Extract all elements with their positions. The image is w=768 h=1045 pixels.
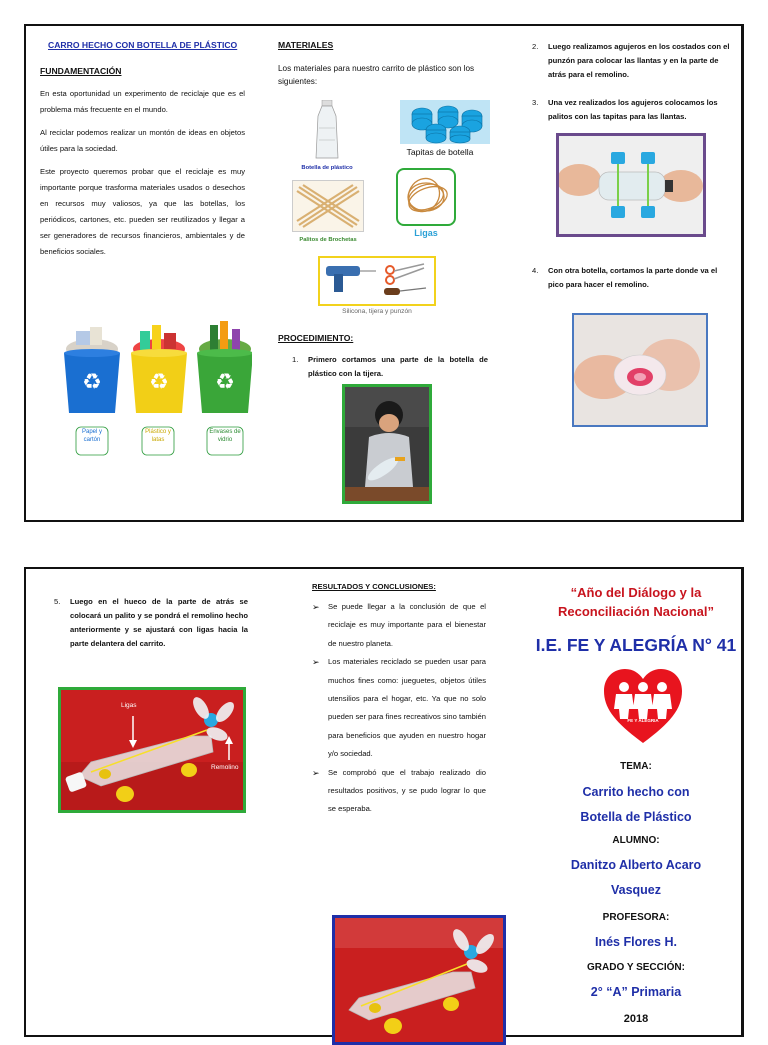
heart-children-logo-icon bbox=[602, 667, 684, 745]
result-text: Los materiales reciclado se pueden usar para muchos fines como: jueguetes, objetos útiles utensilios para el hogar, etc. Ya que no solo pueden ser para fines recreativos sino también para beneficios que ayuden en nuestro hogar y/o sociedad. bbox=[328, 657, 486, 759]
bin-label-paper: Papel y cartón bbox=[81, 429, 102, 443]
arrow-bullet-icon: ➢ bbox=[312, 602, 320, 612]
fe-y-alegria-logo bbox=[602, 667, 684, 745]
step-number: 1. bbox=[292, 355, 299, 364]
fundamentacion-column bbox=[38, 26, 248, 520]
tools-frame bbox=[318, 256, 436, 306]
brochure-title: CARRO HECHO CON BOTELLA DE PLÁSTICO bbox=[48, 40, 238, 50]
material-caps-label: Tapitas de botella bbox=[406, 147, 474, 157]
procedure-steps-list-d bbox=[532, 264, 730, 292]
fundamentacion-paragraph-2: Al reciclar podemos realizar un montón de ideas en objetos útiles para la sociedad. bbox=[40, 128, 245, 153]
labeled-bottle-car-photo bbox=[61, 690, 243, 810]
year-title: “Año del Diálogo y la Reconciliación Nacional” bbox=[557, 585, 715, 619]
procedure-step-2 bbox=[532, 40, 730, 82]
material-caps bbox=[390, 100, 490, 160]
result-item-1 bbox=[312, 598, 486, 653]
label-remolino: Remolino bbox=[211, 764, 239, 771]
result-item-3 bbox=[312, 764, 486, 819]
skewer-sticks-icon bbox=[292, 180, 364, 232]
profesora-label: PROFESORA: bbox=[602, 912, 670, 923]
step-number: 3. bbox=[532, 98, 539, 107]
recycling-bins-illustration bbox=[52, 321, 252, 461]
procedure-step-4 bbox=[532, 264, 730, 292]
step-number: 5. bbox=[54, 597, 61, 606]
materiales-column bbox=[278, 26, 490, 520]
material-ligas bbox=[396, 168, 460, 244]
bottle-car-photo bbox=[335, 918, 503, 1042]
material-sticks bbox=[288, 180, 368, 243]
glue-gun-scissors-awl-icon bbox=[320, 258, 434, 304]
photo-cutting-bottle bbox=[342, 384, 432, 504]
tema-label: TEMA: bbox=[620, 761, 652, 772]
result-text: Se comprobó que el trabajo realizado dio resultados positivos, y se pudo lograr lo que se esperaba. bbox=[328, 767, 486, 814]
material-bottle bbox=[292, 100, 362, 172]
procedure-step-1 bbox=[292, 353, 488, 381]
step-text: Con otra botella, cortamos la parte donde va el pico para hacer el remolino. bbox=[548, 266, 718, 289]
profesora-value: Inés Flores H. bbox=[595, 935, 677, 949]
results-heading: RESULTADOS Y CONCLUSIONES: bbox=[312, 582, 436, 591]
child-cutting-photo bbox=[345, 387, 429, 501]
procedure-step-5 bbox=[54, 595, 248, 651]
brochure-page-1 bbox=[24, 24, 744, 522]
fundamentacion-paragraph-3: Este proyecto queremos probar que el reciclaje es muy importante porque trasforma materiales usados o desechos en recursos muy valiosos, ya que las botellas, los periódicos, cartones, etc. pueden ser reutilizados y llegar a ser generadores de recursos financieros, ambientales y de beneficios sociales. bbox=[40, 167, 245, 256]
bottle-icon bbox=[292, 100, 362, 162]
procedure-steps-list-b bbox=[532, 40, 730, 82]
results-list bbox=[312, 598, 486, 819]
photo-finished-car-labeled bbox=[58, 687, 246, 813]
material-tools-label: Silicona, tijera y punzón bbox=[342, 308, 412, 315]
results-column bbox=[312, 569, 486, 1035]
step-text: Una vez realizados los agujeros colocamos los palitos con las tapitas para las llantas. bbox=[548, 98, 718, 121]
svg-text:♻: ♻ bbox=[149, 370, 169, 395]
bottle-caps-icon bbox=[400, 100, 490, 144]
procedure-steps-list-a bbox=[292, 353, 488, 381]
arrow-bullet-icon: ➢ bbox=[312, 657, 320, 668]
bottle-spout-photo bbox=[574, 315, 706, 425]
year-value: 2018 bbox=[623, 1013, 649, 1025]
svg-text:♻: ♻ bbox=[82, 370, 102, 395]
tema-value: Carrito hecho con Botella de Plástico bbox=[580, 785, 692, 824]
bin-label-glass: Envases de vidrio bbox=[209, 429, 241, 443]
procedimiento-heading: PROCEDIMIENTO: bbox=[278, 333, 354, 343]
step-number: 4. bbox=[532, 266, 539, 275]
school-name: I.E. FE Y ALEGRÍA N° 41 bbox=[535, 635, 737, 655]
ligas-frame bbox=[396, 168, 456, 226]
alumno-label: ALUMNO: bbox=[612, 835, 660, 846]
procedure-steps-list-c bbox=[532, 96, 730, 124]
alumno-value: Danitzo Alberto Acaro Vasquez bbox=[570, 858, 702, 897]
fundamentacion-paragraph-1: En esta oportunidad un experimento de reciclaje que es el problema más frecuente en el mundo. bbox=[40, 89, 245, 114]
material-ligas-label: Ligas bbox=[414, 228, 438, 238]
fundamentacion-heading: FUNDAMENTACIÓN bbox=[40, 66, 122, 76]
step-text: Primero cortamos una parte de la botella de plástico con la tijera. bbox=[308, 355, 488, 378]
step-text: Luego en el hueco de la parte de atrás se colocará un palito y se pondrá el remolino hecho anteriormente y se ajustará con ligas hacia la parte delantera del carrito. bbox=[70, 597, 248, 648]
bin-label-plastic: Plástico y latas bbox=[145, 429, 171, 443]
photo-finished-car bbox=[332, 915, 506, 1045]
materiales-intro: Los materiales para nuestro carrito de plástico son los siguientes: bbox=[278, 64, 475, 86]
arrow-bullet-icon: ➢ bbox=[312, 767, 320, 778]
procedure-column bbox=[532, 26, 732, 520]
svg-text:♻: ♻ bbox=[215, 370, 235, 395]
hands-with-bottle-photo bbox=[559, 136, 703, 234]
procedure-steps-list-e bbox=[54, 595, 248, 651]
procedure-step-3 bbox=[532, 96, 730, 124]
brochure-page-2 bbox=[24, 567, 744, 1037]
label-ligas: Ligas bbox=[121, 702, 137, 709]
step-number: 2. bbox=[532, 42, 539, 51]
photo-placing-wheels bbox=[556, 133, 706, 237]
result-item-2 bbox=[312, 653, 486, 763]
material-bottle-label: Botella de plástico bbox=[301, 165, 353, 171]
material-sticks-label: Palitos de Brochetas bbox=[299, 237, 357, 243]
material-tools bbox=[318, 256, 438, 320]
step5-column bbox=[40, 569, 260, 1035]
step-text: Luego realizamos agujeros en los costados con el punzón para colocar las llantas y en la parte de atrás para el remolino. bbox=[548, 42, 730, 79]
logo-text: FE Y ALEGRIA bbox=[627, 718, 659, 723]
rubber-bands-icon bbox=[398, 170, 454, 224]
grado-label: GRADO Y SECCIÓN: bbox=[587, 962, 685, 973]
result-text: Se puede llegar a la conclusión de que el reciclaje es muy importante para el bienestar de nuestro planeta. bbox=[328, 602, 486, 648]
materiales-heading: MATERIALES bbox=[278, 40, 334, 50]
grado-value: 2° “A” Primaria bbox=[590, 985, 682, 999]
photo-cutting-spout bbox=[572, 313, 708, 427]
cover-column bbox=[536, 569, 736, 1035]
